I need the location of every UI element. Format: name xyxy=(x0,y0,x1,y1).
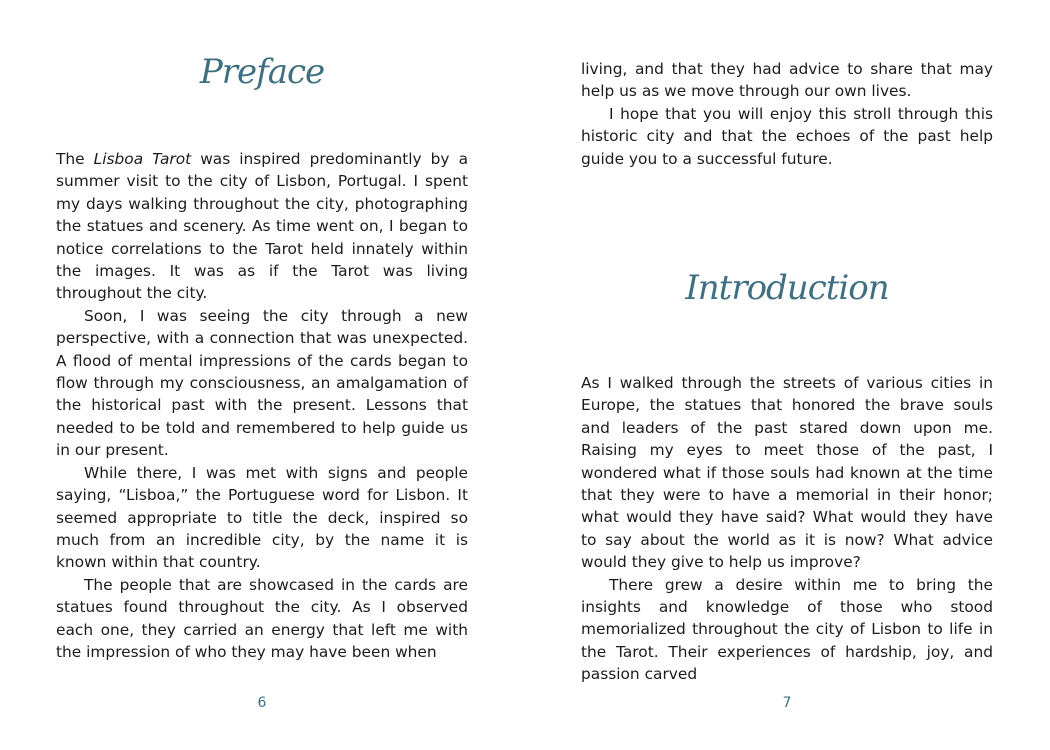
right-page xyxy=(581,0,993,750)
preface-continued-paragraph: living, and that they had advice to share that may help us as we move through our own lives. xyxy=(581,60,993,101)
page-number-left: 6 xyxy=(257,695,267,711)
preface-paragraph-2: Soon, I was seeing the city through a new perspective, with a connection that was unexpected. A flood of mental impressions of the cards began to flow through my consciousness, an amalgamation of the historical past with the present. Lessons that needed to be told and remembered to help guide us in our present. xyxy=(56,306,468,460)
preface-body xyxy=(56,148,468,663)
preface-heading: Preface xyxy=(199,52,325,92)
preface-closing-paragraph: I hope that you will enjoy this stroll through this historic city and that the echoes of the past help guide you to a successful future. xyxy=(581,104,993,168)
deck-title: Lisboa Tarot xyxy=(93,150,192,168)
preface-paragraph-1: The Lisboa Tarot was inspired predominantly by a summer visit to the city of Lisbon, Portugal. I spent my days walking throughout the city, photographing the statues and scenery. As time went on, I began to notice correlations to the Tarot held innately within the images. It was as if the Tarot was living throughout the city. xyxy=(56,150,468,303)
preface-paragraph-3: While there, I was met with signs and people saying, “Lisboa,” the Portuguese word for Lisbon. It seemed appropriate to title the deck, inspired so much from an incredible city, by the name it is known within that country. xyxy=(56,463,468,572)
introduction-heading: Introduction xyxy=(685,268,889,308)
left-page xyxy=(56,0,468,750)
introduction-paragraph-1: As I walked through the streets of various cities in Europe, the statues that honored the brave souls and leaders of the past stared down upon me. Raising my eyes to meet those of the past, I wondered what if those souls had known at the time that they were to have a memorial in their honor; what would they have said? What would they have to say about the world as it is now? What advice would they give to help us improve? xyxy=(581,374,993,572)
introduction-paragraph-2: There grew a desire within me to bring the insights and knowledge of those who stood memorialized throughout the city of Lisbon to life in the Tarot. Their experiences of hardship, joy, and passion carved xyxy=(581,575,993,684)
preface-paragraph-4: The people that are showcased in the cards are statues found throughout the city. As I observed each one, they carried an energy that left me with the impression of who they may have been when xyxy=(56,575,468,661)
preface-continuation xyxy=(581,58,993,170)
introduction-body xyxy=(581,372,993,686)
page-number-right: 7 xyxy=(782,695,792,711)
